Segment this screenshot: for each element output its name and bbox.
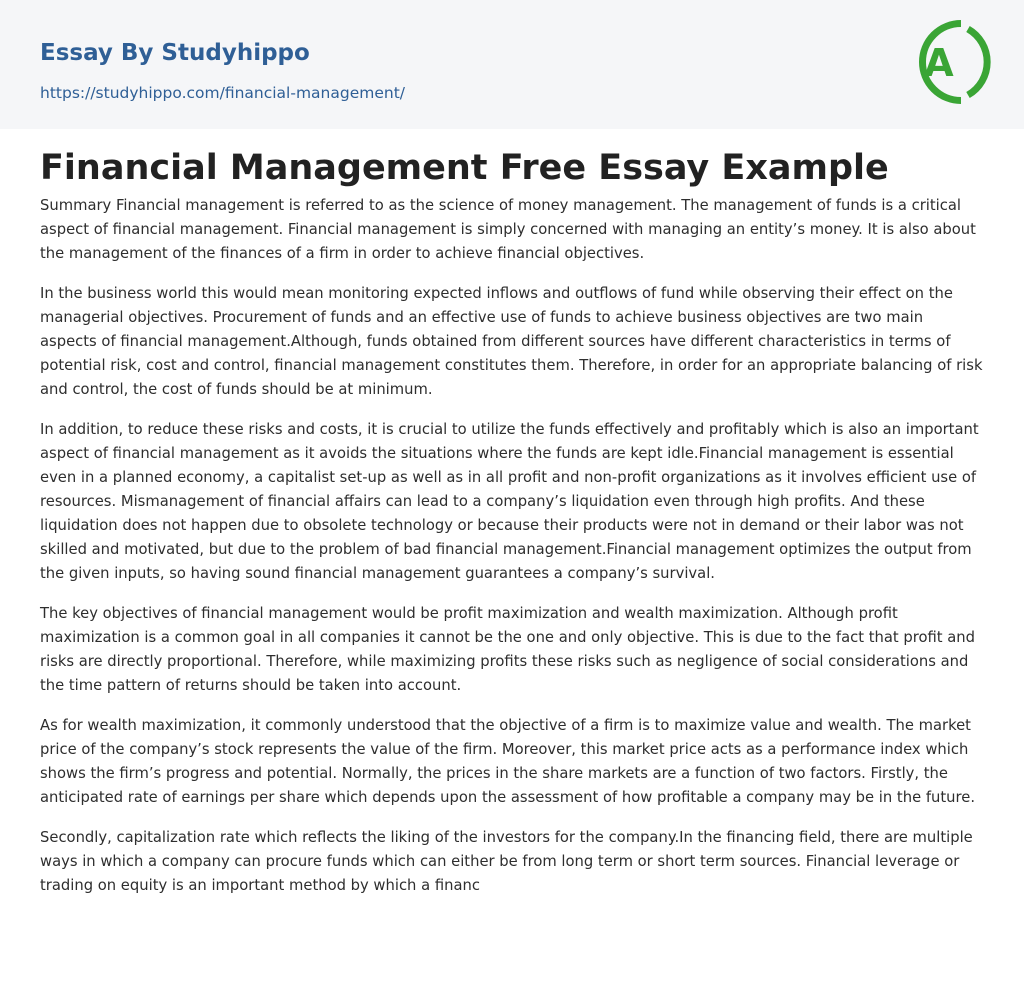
essay-paragraph: The key objectives of financial management would be profit maximization and wealth maximization. Although profit maximization is a common goal in all companies it cannot be the one and only objective. This is due to the fact that profit and risks are directly proportional. Therefore, while maximizing profits these risks such as negligence of social considerations and the time pattern of returns should be taken into account. <box>40 605 976 694</box>
essay-paragraph: As for wealth maximization, it commonly understood that the objective of a firm is to maximize value and wealth. The market price of the company’s stock represents the value of the firm. Moreover, this market price acts as a performance index which shows the firm’s progress and potential. Normally, the prices in the share markets are a function of two factors. Firstly, the anticipated rate of earnings per share which depends upon the assessment of how profitable a company may be in the future. <box>40 717 976 806</box>
brand-title[interactable]: Essay By Studyhippo <box>40 40 310 66</box>
essay-paragraph: In the business world this would mean monitoring expected inflows and outflows of fund while observing their effect on the managerial objectives. Procurement of funds and an effective use of funds to achieve business objectives are two main aspects of financial management.Although, funds obtained from different sources have different characteristics in terms of potential risk, cost and control, financial management constitutes them. Therefore, in order for an appropriate balancing of risk and control, the cost of funds should be at minimum. <box>40 285 983 398</box>
page-title: Financial Management Free Essay Example <box>40 148 889 188</box>
logo-letter: A <box>924 41 954 85</box>
essay-paragraph: In addition, to reduce these risks and costs, it is crucial to utilize the funds effectively and profitably which is also an important aspect of financial management as it avoids the situations where the funds are kept idle.Financial management is essential even in a planned economy, a capitalist set-up as well as in all profit and non-profit organizations as it involves efficient use of resources. Mismanagement of financial affairs can lead to a company’s liquidation even through high profits. And these liquidation does not happen due to obsolete technology or because their products were not in demand or their labor was not skilled and motivated, but due to the problem of bad financial management.Financial management optimizes the output from the given inputs, so having sound financial management guarantees a company’s survival. <box>40 421 979 582</box>
essay-paragraph: Summary Financial management is referred to as the science of money management. The management of funds is a critical aspect of financial management. Financial management is simply concerned with managing an entity’s money. It is also about the management of the finances of a firm in order to achieve financial objectives. <box>40 197 976 262</box>
source-url-link[interactable]: https://studyhippo.com/financial-management/ <box>40 84 406 102</box>
site-header <box>0 0 1024 129</box>
essay-body <box>40 194 984 914</box>
letter-a-ring-logo-icon[interactable] <box>907 18 991 106</box>
essay-paragraph: Secondly, capitalization rate which reflects the liking of the investors for the company.In the financing field, there are multiple ways in which a company can procure funds which can either be from long term or short term sources. Financial leverage or trading on equity is an important method by which a financ <box>40 829 973 894</box>
